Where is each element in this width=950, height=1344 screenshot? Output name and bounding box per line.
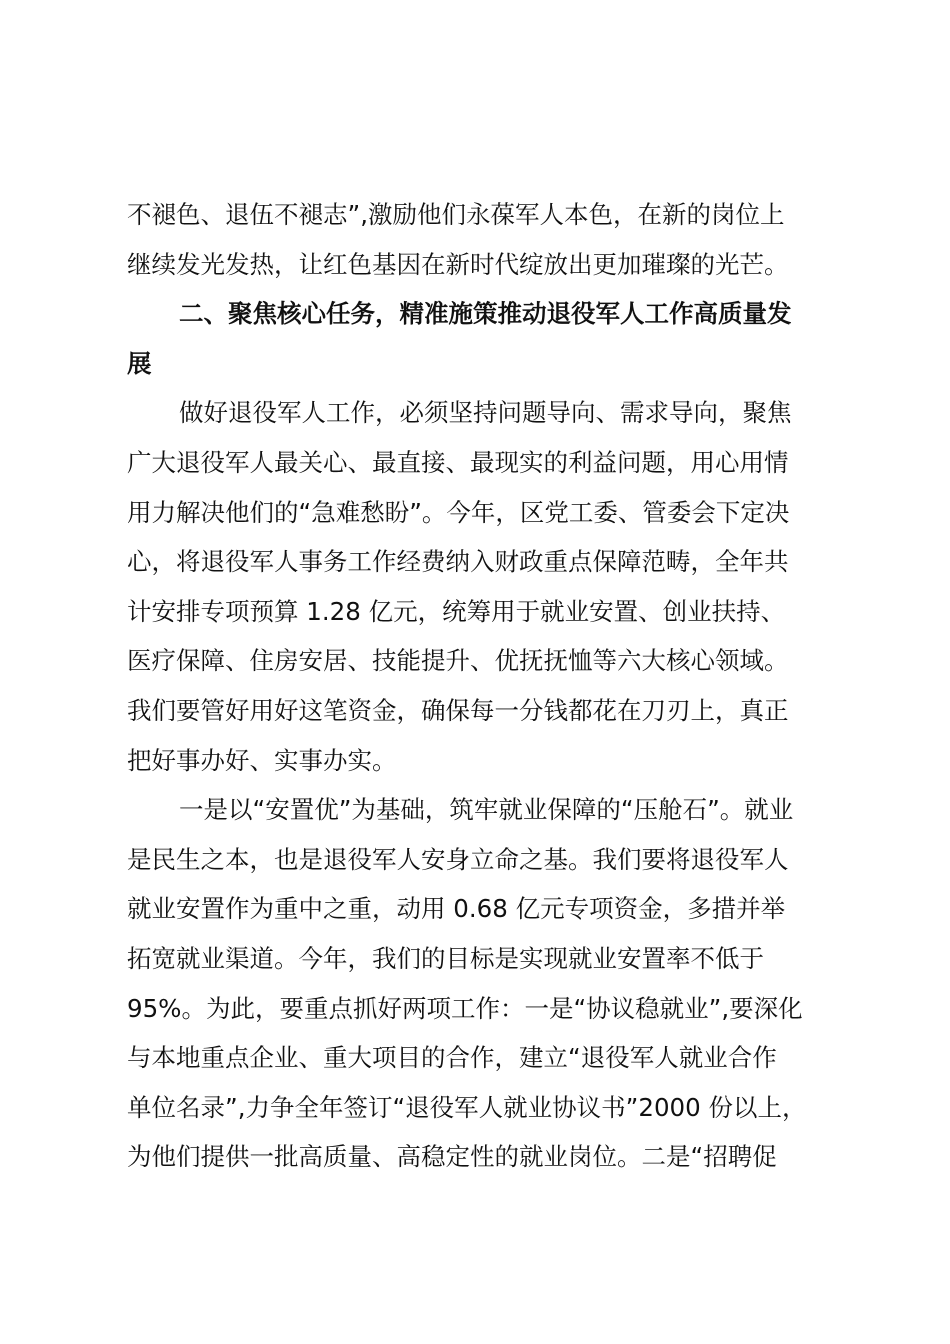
text-line: 做好退役军人工作，必须坚持问题导向、需求导向，聚焦	[179, 398, 792, 428]
text-line: 单位名录”,力争全年签订“退役军人就业协议书”2000 份以上，	[127, 1092, 807, 1122]
paragraph-closing	[127, 190, 827, 289]
text-line: 不褪色、退伍不褪志”,激励他们永葆军人本色，在新的岗位上	[127, 200, 785, 229]
heading-line: 二、聚焦核心任务，精准施策推动退役军人工作高质量发	[179, 299, 792, 329]
text-line: 与本地重点企业、重大项目的合作，建立“退役军人就业合作	[127, 1043, 777, 1073]
text-line: 把好事办好、实事办实。	[127, 745, 397, 775]
heading-line: 展	[127, 348, 152, 378]
text-line: 我们要管好用好这笔资金，确保每一分钱都花在刀刃上，真正	[127, 695, 789, 725]
text-line: 拓宽就业渠道。今年，我们的目标是实现就业安置率不低于	[127, 943, 764, 973]
document-body	[127, 190, 827, 1182]
text-line: 95%。为此，要重点抓好两项工作：一是“协议稳就业”,要深化	[127, 993, 803, 1023]
text-line: 计安排专项预算 1.28 亿元，统筹用于就业安置、创业扶持、	[127, 596, 786, 626]
text-line: 就业安置作为重中之重，动用 0.68 亿元专项资金，多措并举	[127, 894, 786, 924]
text-line: 为他们提供一批高质量、高稳定性的就业岗位。二是“招聘促	[127, 1142, 777, 1172]
text-line: 一是以“安置优”为基础，筑牢就业保障的“压舱石”。就业	[179, 795, 794, 825]
paragraph-employment	[127, 785, 827, 1182]
section-heading	[127, 289, 827, 388]
text-line: 是民生之本，也是退役军人安身立命之基。我们要将退役军人	[127, 844, 789, 874]
text-line: 继续发光发热，让红色基因在新时代绽放出更加璀璨的光芒。	[127, 249, 789, 279]
text-line: 医疗保障、住房安居、技能提升、优抚抚恤等六大核心领域。	[127, 646, 789, 676]
text-line: 广大退役军人最关心、最直接、最现实的利益问题，用心用情	[127, 447, 789, 477]
paragraph-budget	[127, 388, 827, 785]
text-line: 心，将退役军人事务工作经费纳入财政重点保障范畴，全年共	[127, 547, 789, 577]
text-line: 用力解决他们的“急难愁盼”。今年，区党工委、管委会下定决	[127, 497, 790, 527]
